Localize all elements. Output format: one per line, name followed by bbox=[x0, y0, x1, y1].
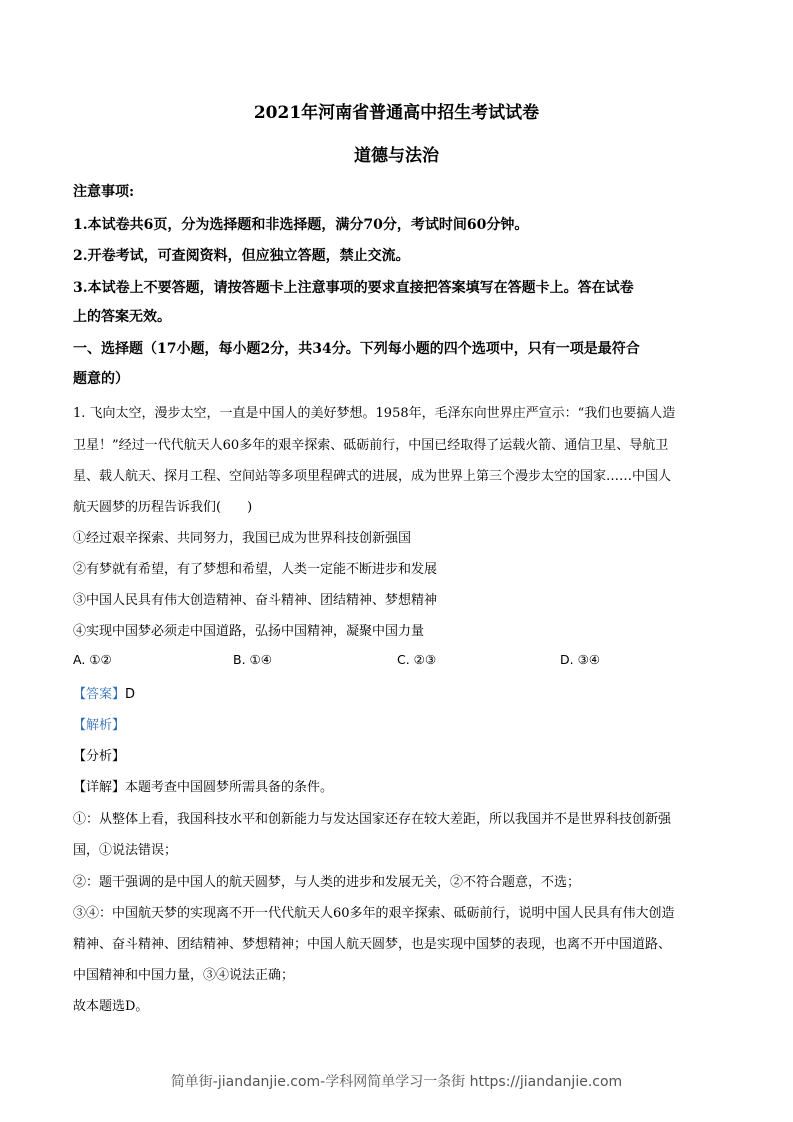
question-stem-line: 星、载人航天、探月工程、空间站等多项里程碑式的进展，成为世界上第三个漫步太空的国家……中国人 bbox=[73, 469, 672, 484]
option-b: B. ①④ bbox=[233, 652, 272, 667]
answer-line bbox=[73, 683, 723, 702]
note-item-3: 3.本试卷上不要答题，请按答题卡上注意事项的要求直接把答案填写在答题卡上。答在试卷 bbox=[73, 280, 634, 296]
analysis-tag: 【解析】 bbox=[73, 718, 126, 733]
note-item-1: 1.本试卷共6页，分为选择题和非选择题，满分70分，考试时间60分钟。 bbox=[73, 217, 529, 233]
statement-4: ④实现中国梦必须走中国道路，弘扬中国精神，凝聚中国力量 bbox=[73, 624, 425, 639]
detail-line: 【详解】本题考查中国圆梦所需具备的条件。 bbox=[73, 780, 334, 795]
explanation-line: ②：题干强调的是中国人的航天圆梦，与人类的进步和发展无关，②不符合题意，不选； bbox=[73, 875, 581, 890]
question-stem-line: 航天圆梦的历程告诉我们( ) bbox=[73, 500, 253, 515]
section-heading: 一、选择题（17小题，每小题2分，共34分。下列每小题的四个选项中，只有一项是最符合 bbox=[73, 341, 640, 357]
note-item-3-cont: 上的答案无效。 bbox=[73, 309, 171, 325]
exam-title: 2021年河南省普通高中招生考试试卷 bbox=[253, 103, 540, 123]
footer-watermark: 简单街-jiandanjie.com-学科网简单学习一条街 https://jiandanjie.com bbox=[170, 1074, 623, 1090]
statement-1: ①经过艰辛探索、共同努力，我国已成为世界科技创新强国 bbox=[73, 531, 412, 546]
conclusion-line: 故本题选D。 bbox=[73, 999, 149, 1014]
notes-heading: 注意事项: bbox=[73, 184, 135, 200]
option-c: C. ②③ bbox=[397, 652, 437, 667]
explanation-line: 国，①说法错误； bbox=[73, 843, 178, 858]
statement-2: ②有梦就有希望，有了梦想和希望，人类一定能不断进步和发展 bbox=[73, 562, 438, 577]
subject-title: 道德与法治 bbox=[354, 146, 439, 166]
explanation-line: 中国精神和中国力量，③④说法正确； bbox=[73, 968, 295, 983]
answer-tag: 【答案】 bbox=[73, 687, 126, 702]
explanation-line: ①：从整体上看，我国科技水平和创新能力与发达国家还存在较大差距，所以我国并不是世界科技创新强 bbox=[73, 812, 672, 827]
fenxi-tag: 【分析】 bbox=[73, 749, 126, 764]
question-stem-line: 卫星！”经过一代代航天人60多年的艰辛探索、砥砺前行，中国已经取得了运载火箭、通信卫星、导航卫 bbox=[73, 438, 669, 453]
explanation-line: ③④：中国航天梦的实现离不开一代代航天人60多年的艰辛探索、砥砺前行，说明中国人民具有伟大创造 bbox=[73, 906, 675, 921]
option-d: D. ③④ bbox=[560, 652, 600, 667]
section-heading-cont: 题意的） bbox=[73, 371, 129, 387]
statement-3: ③中国人民具有伟大创造精神、奋斗精神、团结精神、梦想精神 bbox=[73, 593, 438, 608]
option-a: A. ①② bbox=[73, 652, 112, 667]
explanation-line: 精神、奋斗精神、团结精神、梦想精神；中国人航天圆梦，也是实现中国梦的表现，也离不开中国道路、 bbox=[73, 937, 672, 952]
question-stem-line: 1. 飞向太空，漫步太空，一直是中国人的美好梦想。1958年，毛泽东向世界庄严宣示：“我们也要搞人造 bbox=[73, 406, 676, 421]
answer-value: D bbox=[125, 687, 136, 702]
note-item-2: 2.开卷考试，可查阅资料，但应独立答题，禁止交流。 bbox=[73, 248, 410, 264]
